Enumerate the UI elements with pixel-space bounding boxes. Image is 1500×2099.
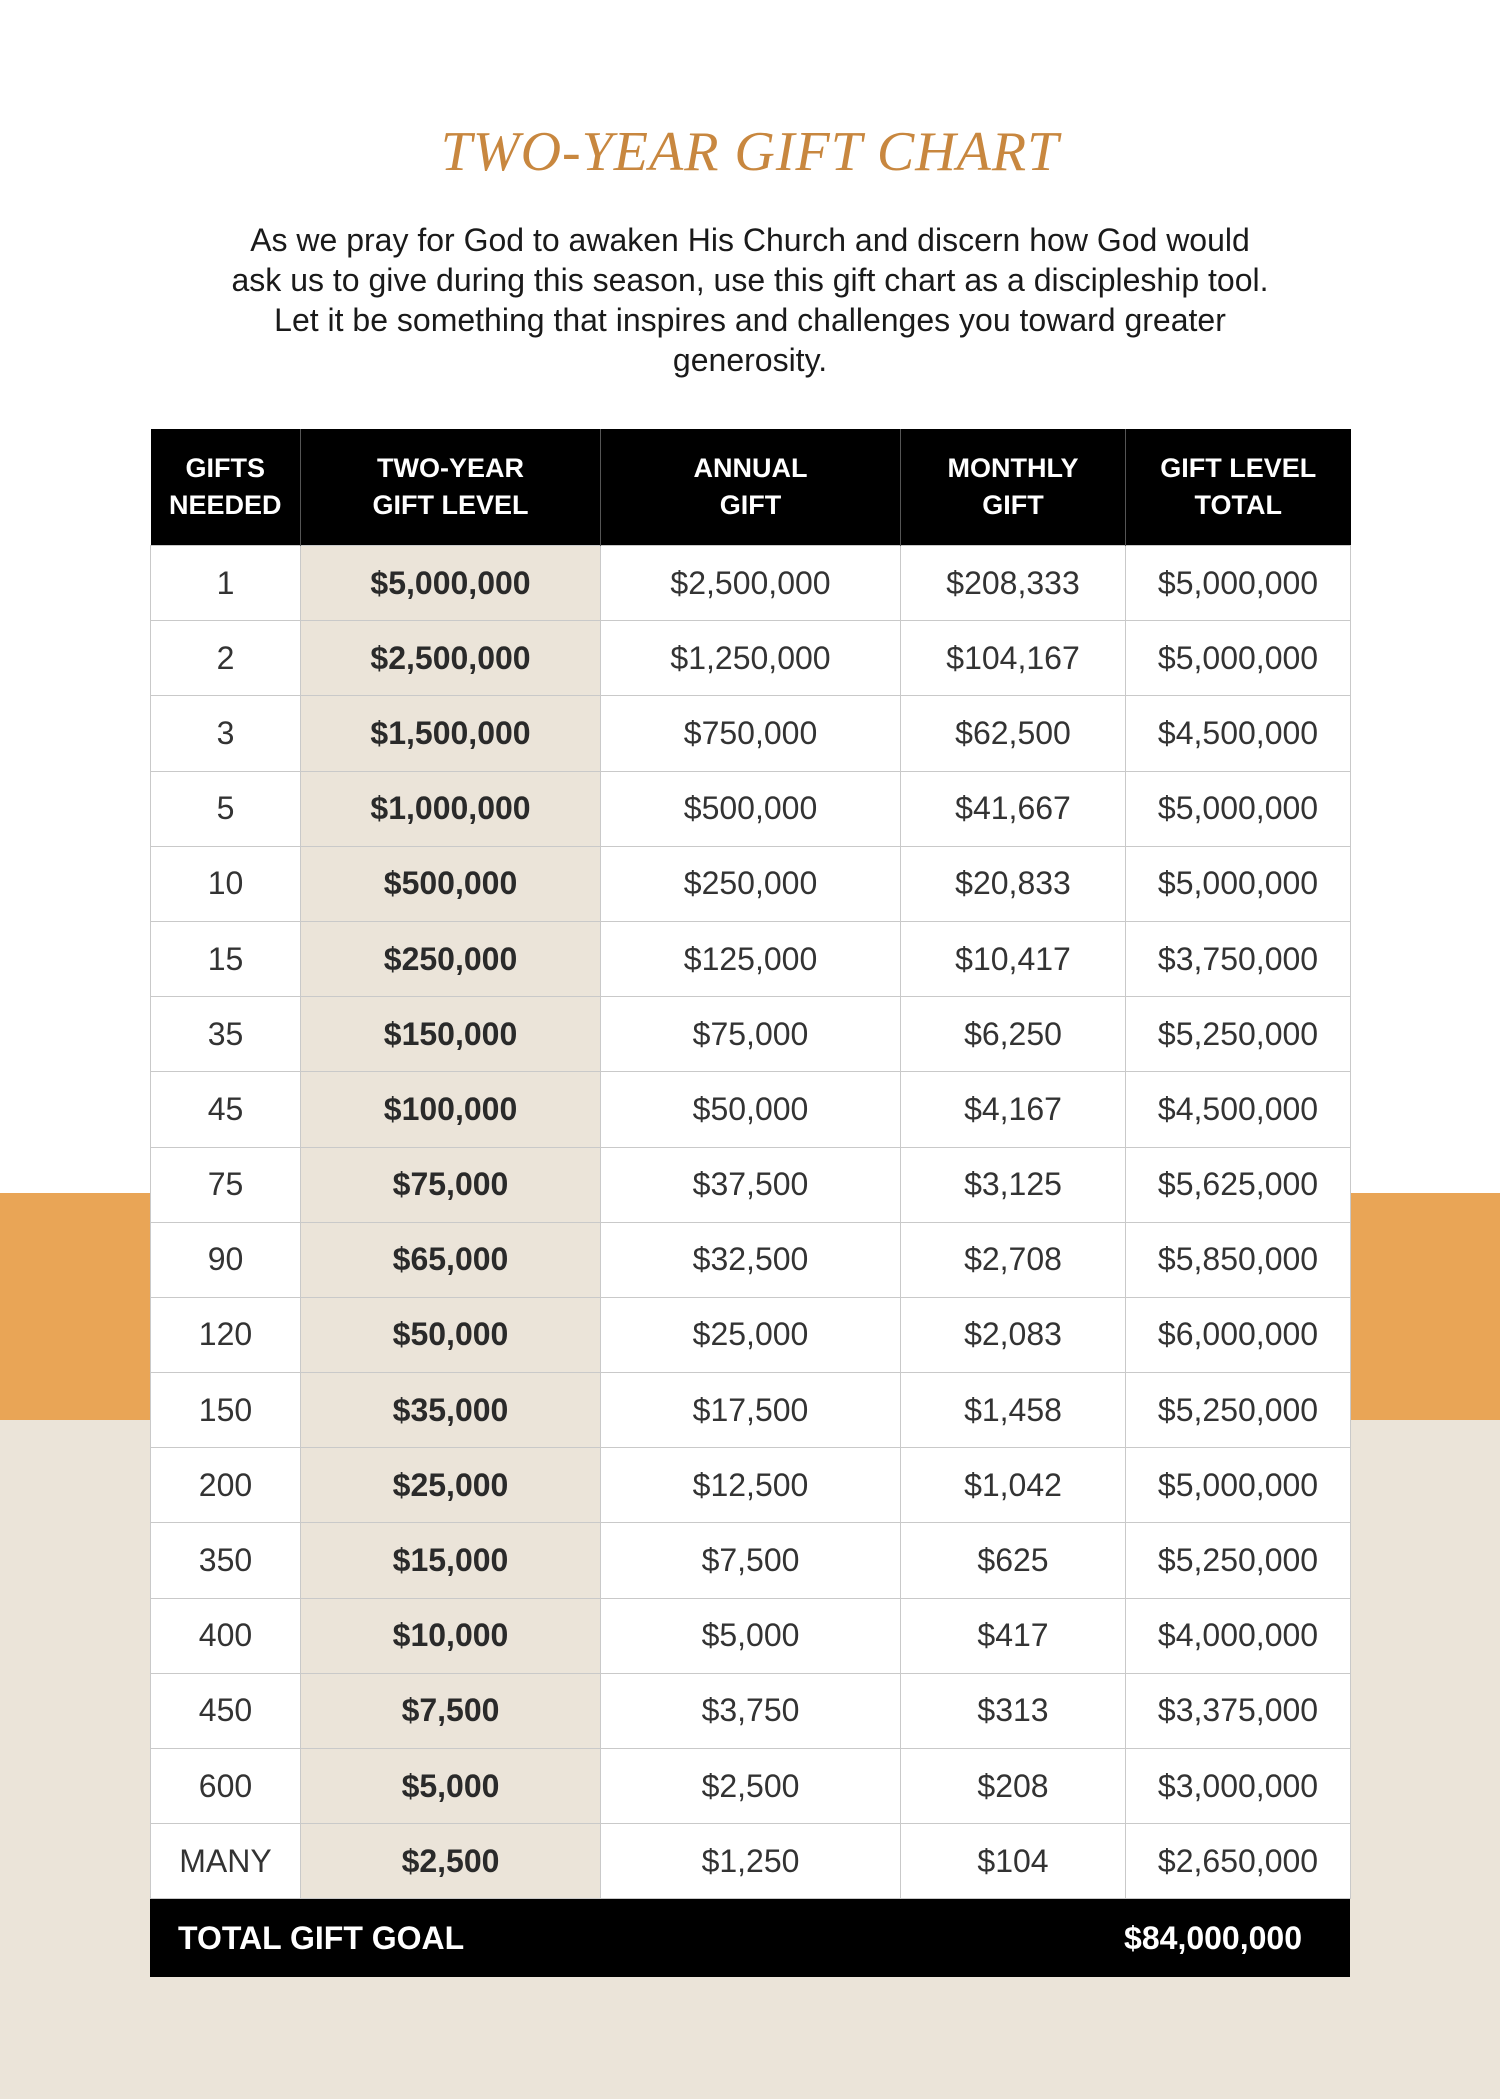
annual-gift-cell: $1,250 <box>601 1824 901 1899</box>
table-row <box>151 1824 1351 1899</box>
table-row <box>151 921 1351 996</box>
total-gift-goal-bar <box>150 1899 1350 1977</box>
gifts-needed-cell: 90 <box>151 1222 301 1297</box>
annual-gift-cell: $37,500 <box>601 1147 901 1222</box>
monthly-gift-cell: $313 <box>901 1673 1126 1748</box>
monthly-gift-cell: $208 <box>901 1749 1126 1824</box>
gifts-needed-cell: MANY <box>151 1824 301 1899</box>
monthly-gift-cell: $2,708 <box>901 1222 1126 1297</box>
monthly-gift-cell: $10,417 <box>901 921 1126 996</box>
gift-level-total-cell: $2,650,000 <box>1126 1824 1351 1899</box>
gift-level-cell: $500,000 <box>301 846 601 921</box>
monthly-gift-cell: $104,167 <box>901 621 1126 696</box>
monthly-gift-cell: $1,458 <box>901 1373 1126 1448</box>
gift-level-cell: $150,000 <box>301 997 601 1072</box>
gifts-needed-cell: 10 <box>151 846 301 921</box>
gift-chart-table <box>150 429 1351 1899</box>
table-row <box>151 546 1351 621</box>
monthly-gift-cell: $62,500 <box>901 696 1126 771</box>
column-header-line: GIFT LEVEL <box>1160 453 1317 483</box>
gifts-needed-cell: 75 <box>151 1147 301 1222</box>
gift-level-cell: $250,000 <box>301 921 601 996</box>
table-row <box>151 771 1351 846</box>
table-row <box>151 997 1351 1072</box>
table-row <box>151 1673 1351 1748</box>
table-row <box>151 621 1351 696</box>
gift-level-total-cell: $5,000,000 <box>1126 546 1351 621</box>
gift-level-cell: $10,000 <box>301 1598 601 1673</box>
monthly-gift-cell: $20,833 <box>901 846 1126 921</box>
gift-level-total-cell: $3,000,000 <box>1126 1749 1351 1824</box>
gift-level-total-cell: $4,500,000 <box>1126 1072 1351 1147</box>
gift-level-total-cell: $5,000,000 <box>1126 846 1351 921</box>
monthly-gift-cell: $41,667 <box>901 771 1126 846</box>
gift-level-total-cell: $5,850,000 <box>1126 1222 1351 1297</box>
table-row <box>151 1523 1351 1598</box>
monthly-gift-cell: $3,125 <box>901 1147 1126 1222</box>
gifts-needed-cell: 120 <box>151 1297 301 1372</box>
gift-level-cell: $5,000 <box>301 1749 601 1824</box>
column-header-line: MONTHLY <box>947 453 1079 483</box>
column-header-line: GIFT <box>719 490 782 520</box>
gifts-needed-cell: 450 <box>151 1673 301 1748</box>
gift-level-cell: $35,000 <box>301 1373 601 1448</box>
gift-level-cell: $25,000 <box>301 1448 601 1523</box>
column-header-line: ANNUAL <box>693 453 808 483</box>
annual-gift-cell: $750,000 <box>601 696 901 771</box>
column-header-gifts-needed <box>151 429 301 546</box>
gift-level-cell: $1,500,000 <box>301 696 601 771</box>
gift-level-total-cell: $4,000,000 <box>1126 1598 1351 1673</box>
annual-gift-cell: $125,000 <box>601 921 901 996</box>
column-header-line: GIFTS <box>185 453 265 483</box>
annual-gift-cell: $7,500 <box>601 1523 901 1598</box>
gift-level-cell: $2,500 <box>301 1824 601 1899</box>
monthly-gift-cell: $104 <box>901 1824 1126 1899</box>
table-row <box>151 1598 1351 1673</box>
header-row <box>151 429 1351 546</box>
gifts-needed-cell: 35 <box>151 997 301 1072</box>
gift-level-cell: $5,000,000 <box>301 546 601 621</box>
gifts-needed-cell: 1 <box>151 546 301 621</box>
gift-level-cell: $75,000 <box>301 1147 601 1222</box>
annual-gift-cell: $500,000 <box>601 771 901 846</box>
table-header <box>151 429 1351 546</box>
annual-gift-cell: $50,000 <box>601 1072 901 1147</box>
gift-level-total-cell: $4,500,000 <box>1126 696 1351 771</box>
monthly-gift-cell: $208,333 <box>901 546 1126 621</box>
gifts-needed-cell: 350 <box>151 1523 301 1598</box>
table-row <box>151 1448 1351 1523</box>
column-header-line: TWO-YEAR <box>377 453 524 483</box>
table-row <box>151 1749 1351 1824</box>
column-header-gift-level-total <box>1126 429 1351 546</box>
gift-level-total-cell: $6,000,000 <box>1126 1297 1351 1372</box>
gift-level-total-cell: $3,375,000 <box>1126 1673 1351 1748</box>
annual-gift-cell: $75,000 <box>601 997 901 1072</box>
gift-level-total-cell: $5,000,000 <box>1126 621 1351 696</box>
gift-level-total-cell: $5,000,000 <box>1126 771 1351 846</box>
gift-level-total-cell: $3,750,000 <box>1126 921 1351 996</box>
table-row <box>151 1297 1351 1372</box>
table-row <box>151 1147 1351 1222</box>
column-header-monthly-gift <box>901 429 1126 546</box>
annual-gift-cell: $25,000 <box>601 1297 901 1372</box>
gift-level-total-cell: $5,250,000 <box>1126 1523 1351 1598</box>
annual-gift-cell: $3,750 <box>601 1673 901 1748</box>
gifts-needed-cell: 200 <box>151 1448 301 1523</box>
gifts-needed-cell: 2 <box>151 621 301 696</box>
gift-level-total-cell: $5,000,000 <box>1126 1448 1351 1523</box>
intro-paragraph: As we pray for God to awaken His Church and discern how God would ask us to give during this season, use this gift chart as a discipleship tool. Let it be something that inspires and challenges you toward greater generosity. <box>231 222 1269 378</box>
gifts-needed-cell: 150 <box>151 1373 301 1448</box>
annual-gift-cell: $250,000 <box>601 846 901 921</box>
monthly-gift-cell: $625 <box>901 1523 1126 1598</box>
gift-level-cell: $65,000 <box>301 1222 601 1297</box>
monthly-gift-cell: $4,167 <box>901 1072 1126 1147</box>
table-row <box>151 696 1351 771</box>
table-body <box>151 546 1351 1899</box>
annual-gift-cell: $5,000 <box>601 1598 901 1673</box>
annual-gift-cell: $2,500,000 <box>601 546 901 621</box>
gifts-needed-cell: 45 <box>151 1072 301 1147</box>
annual-gift-cell: $2,500 <box>601 1749 901 1824</box>
column-header-annual-gift <box>601 429 901 546</box>
column-header-two-year-gift-level <box>301 429 601 546</box>
table-row <box>151 1222 1351 1297</box>
table-row <box>151 1072 1351 1147</box>
gift-chart-table-container <box>150 429 1350 1977</box>
annual-gift-cell: $1,250,000 <box>601 621 901 696</box>
annual-gift-cell: $32,500 <box>601 1222 901 1297</box>
gift-level-cell: $7,500 <box>301 1673 601 1748</box>
gifts-needed-cell: 5 <box>151 771 301 846</box>
gifts-needed-cell: 400 <box>151 1598 301 1673</box>
monthly-gift-cell: $6,250 <box>901 997 1126 1072</box>
monthly-gift-cell: $417 <box>901 1598 1126 1673</box>
gift-level-total-cell: $5,250,000 <box>1126 997 1351 1072</box>
gift-level-cell: $50,000 <box>301 1297 601 1372</box>
gift-level-total-cell: $5,625,000 <box>1126 1147 1351 1222</box>
total-value: $84,000,000 <box>1124 1919 1302 1956</box>
column-header-line: GIFT <box>982 490 1044 520</box>
table-row <box>151 846 1351 921</box>
total-label: TOTAL GIFT GOAL <box>178 1919 465 1956</box>
page-title: TWO-YEAR GIFT CHART <box>440 121 1060 183</box>
column-header-line: NEEDED <box>168 490 282 520</box>
gift-level-total-cell: $5,250,000 <box>1126 1373 1351 1448</box>
gift-level-cell: $1,000,000 <box>301 771 601 846</box>
column-header-line: GIFT LEVEL <box>372 490 529 520</box>
monthly-gift-cell: $2,083 <box>901 1297 1126 1372</box>
column-header-line: TOTAL <box>1194 490 1282 520</box>
annual-gift-cell: $17,500 <box>601 1373 901 1448</box>
gift-level-cell: $2,500,000 <box>301 621 601 696</box>
gifts-needed-cell: 15 <box>151 921 301 996</box>
gift-level-cell: $15,000 <box>301 1523 601 1598</box>
monthly-gift-cell: $1,042 <box>901 1448 1126 1523</box>
gifts-needed-cell: 3 <box>151 696 301 771</box>
annual-gift-cell: $12,500 <box>601 1448 901 1523</box>
gift-level-cell: $100,000 <box>301 1072 601 1147</box>
gifts-needed-cell: 600 <box>151 1749 301 1824</box>
table-row <box>151 1373 1351 1448</box>
